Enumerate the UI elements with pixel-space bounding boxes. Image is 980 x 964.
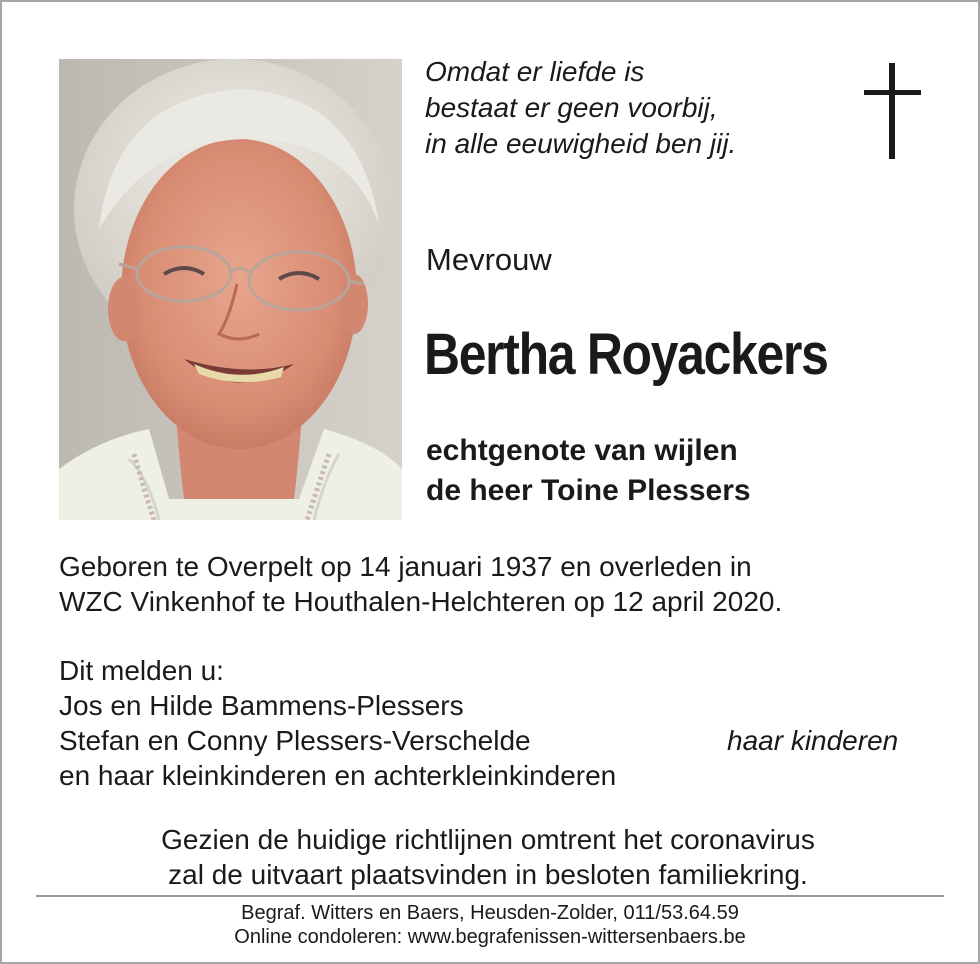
spouse-line: de heer Toine Plessers — [426, 474, 751, 507]
corona-notice-line: Gezien de huidige richtlijnen omtrent het coronavirus — [161, 824, 815, 855]
poem-line: in alle eeuwigheid ben jij. — [425, 128, 737, 159]
deceased-name: Bertha Royackers — [424, 322, 828, 387]
birth-death-line: Geboren te Overpelt op 14 januari 1937 en overleden in — [59, 551, 752, 582]
spouse-line: echtgenote van wijlen — [426, 434, 738, 467]
family-member-name: Jos en Hilde Bammens-Plessers — [59, 690, 464, 721]
undertaker-info: Begraf. Witters en Baers, Heusden-Zolder, 011/53.64.59 — [241, 902, 739, 924]
poem-line: Omdat er liefde is — [425, 56, 645, 87]
portrait-photo — [59, 59, 402, 520]
poem-line: bestaat er geen voorbij, — [425, 92, 718, 123]
birth-death-statement — [59, 549, 782, 619]
online-condolences: Online condoleren: www.begrafenissen-wittersenbaers.be — [234, 926, 746, 948]
relation-label: haar kinderen — [727, 725, 899, 756]
family-member — [59, 688, 919, 723]
announcement-intro: Dit melden u: — [59, 655, 224, 686]
spouse-info — [426, 431, 751, 511]
poem — [425, 54, 736, 162]
cross-icon — [864, 63, 924, 159]
footer — [36, 901, 944, 949]
announcement — [59, 653, 919, 793]
divider — [36, 895, 944, 897]
family-member — [59, 723, 919, 758]
grandchildren-line: en haar kleinkinderen en achterkleinkinderen — [59, 760, 617, 791]
birth-death-line: WZC Vinkenhof te Houthalen-Helchteren op 12 april 2020. — [59, 586, 783, 617]
family-member-name: Stefan en Conny Plessers-Verschelde — [59, 725, 531, 756]
salutation: Mevrouw — [426, 242, 552, 277]
corona-notice — [60, 822, 916, 892]
corona-notice-line: zal de uitvaart plaatsvinden in besloten familiekring. — [168, 859, 808, 890]
